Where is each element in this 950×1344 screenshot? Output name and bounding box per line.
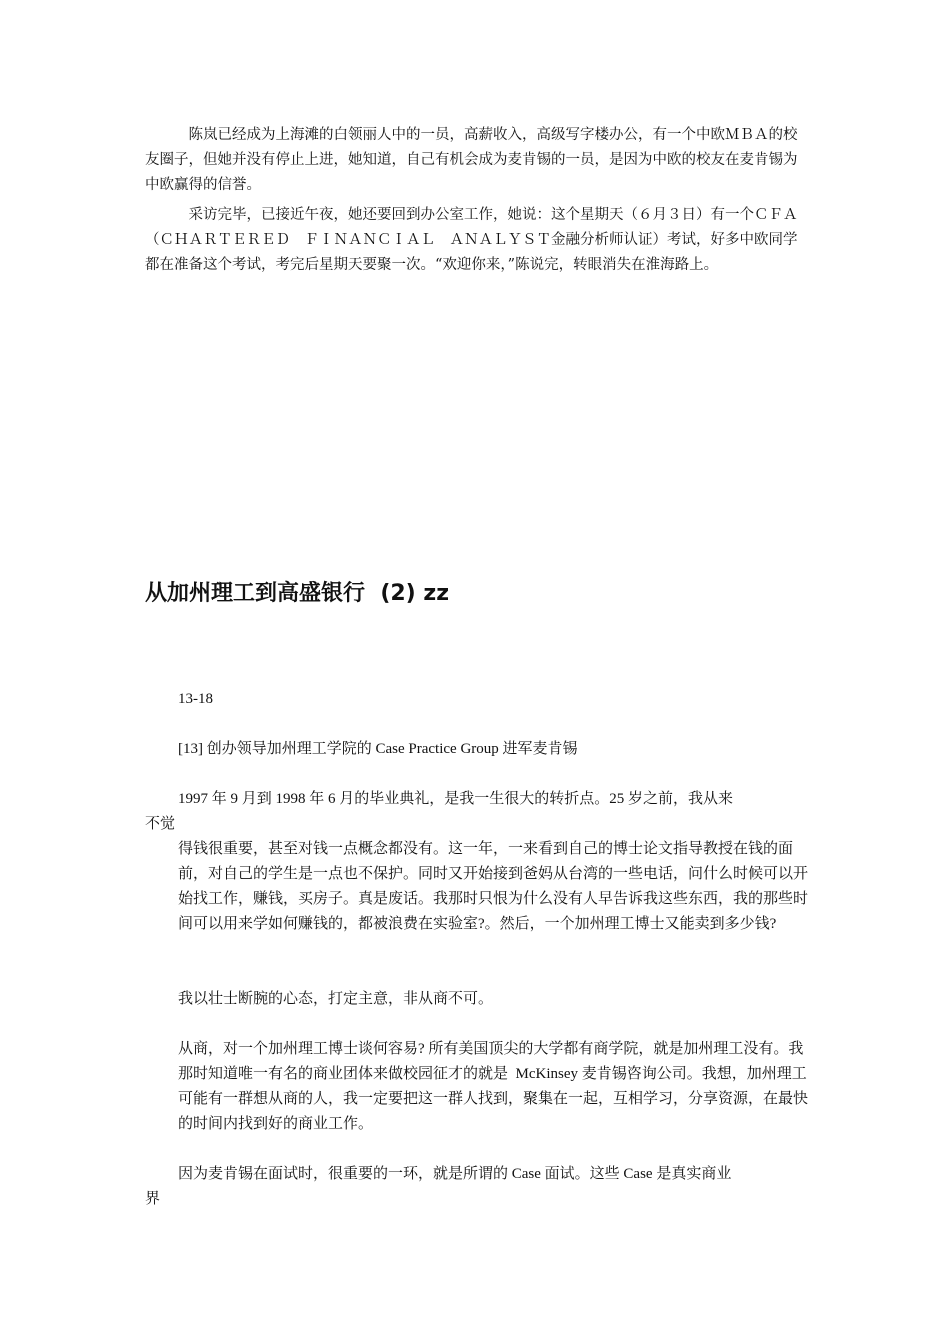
paragraph-case-interview-line1: 因为麦肯锡在面试时，很重要的一环，就是所谓的 Case 面试。这些 Case 是真实商业 [178,1166,732,1182]
paragraph-decision: 我以壮士断腕的心态，打定主意，非从商不可。 [178,991,494,1007]
chapter-subheading: [13] 创办领导加州理工学院的 Case Practice Group 进军麦肯锡 [178,741,578,757]
paragraph-interview-end: 采访完毕，已接近午夜，她还要回到办公室工作，她说：这个星期天（６月３日）有一个ＣＦＡ（ＣＨＡＲＴＥＲＥＤ ＦＩＮＡＮＣＩＡＬ ＡＮＡＬＹＳＴ金融分析师认证）考试，好多中欧同学都在准备这个考试，考完后星期天要聚一次。“欢迎你来，”陈说完，转眼消失在淮海路上。 [145,207,798,273]
paragraph-chen-lan-career: 陈岚已经成为上海滩的白领丽人中的一员，高薪收入，高级写字楼办公，有一个中欧ＭＢＡ的校友圈子，但她并没有停止上进，她知道，自己有机会成为麦肯锡的一员，是因为中欧的校友在麦肯锡为中欧赢得的信誉。 [145,127,798,193]
article-title: 从加州理工到高盛银行 (2) zz [145,581,450,606]
chapter-range: 13-18 [178,691,213,707]
paragraph-going-into-business: 从商，对一个加州理工博士谈何容易? 所有美国顶尖的大学都有商学院，就是加州理工没有。我那时知道唯一有名的商业团体来做校园征才的就是 McKinsey 麦肯锡咨询公司。我想，加州理工可能有一群想从商的人，我一定要把这一群人找到，聚集在一起，互相学习，分享资源，在最快的时间内找到好的商业工作。 [178,1041,809,1132]
paragraph-turning-point-line2: 不觉 [145,816,176,832]
paragraph-turning-point-continued: 得钱很重要，甚至对钱一点概念都没有。这一年，一来看到自己的博士论文指导教授在钱的面前，对自己的学生是一点也不保护。同时又开始接到爸妈从台湾的一些电话，问什么时候可以开始找工作，赚钱，买房子。真是废话。我那时只恨为什么没有人早告诉我这些东西，我的那些时间可以用来学如何赚钱的，都被浪费在实验室?。然后，一个加州理工博士又能卖到多少钱? [178,841,809,932]
paragraph-turning-point-line1: 1997 年 9 月到 1998 年 6 月的毕业典礼，是我一生很大的转折点。25 岁之前，我从来 [178,791,734,807]
paragraph-case-interview-line2: 界 [145,1191,161,1207]
